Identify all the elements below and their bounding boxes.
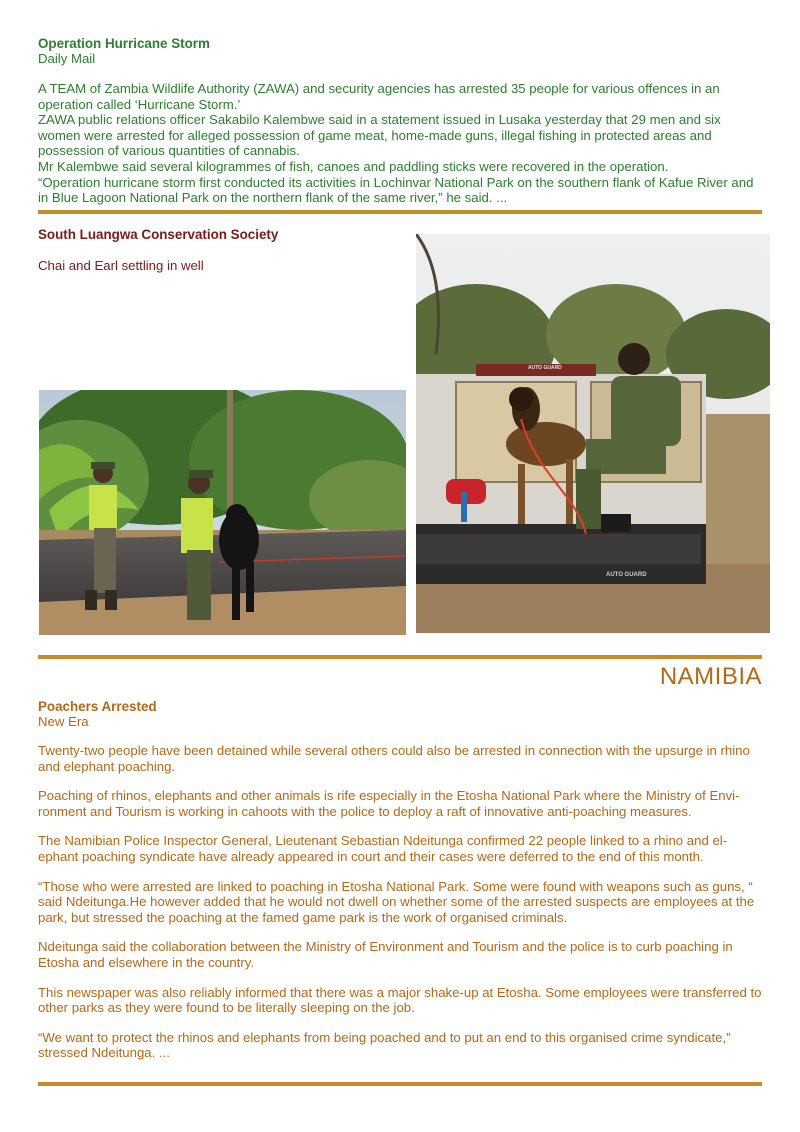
article-paragraph: “We want to protect the rhinos and elephants from being poached and to put an end to this organised crime syndicate,” stressed Ndeitunga. ... bbox=[38, 1029, 731, 1061]
vehicle-label: AUTO GUARD bbox=[606, 572, 647, 578]
ranger-dog-road-photo bbox=[39, 390, 406, 635]
ranger-dog-truck-photo bbox=[416, 234, 770, 633]
article-paragraph: Ndeitunga said the collaboration between the Ministry of Environment and Tourism and the police is to curb poaching in Etosha and elsewhere in the country. bbox=[38, 939, 733, 970]
article-title: South Luangwa Conservation Society bbox=[38, 227, 279, 242]
article-paragraph: “Those who were arrested are linked to poaching in Etosha National Park. Some were found with weapons such as guns, “ said Ndeitunga.He however added that he would not dwell on whether some of the arrested suspects are employees at the park, but stressed the poaching at the famed game park is the work of organised criminals. bbox=[38, 878, 755, 925]
article-paragraph: The Namibian Police Inspector General, Lieutenant Sebastian Ndeitunga confirmed 22 people linked to a rhino and el-ephant poaching syndicate have already appeared in court and their cases were deferred to the end of this month. bbox=[38, 833, 728, 864]
section-heading: NAMIBIA bbox=[659, 663, 762, 690]
article-paragraph: This newspaper was also reliably informed that there was a major shake-up at Etosha. Some employees were transferred to other parks as they were found to be literally sleeping on the job. bbox=[38, 984, 762, 1016]
article-source: New Era bbox=[38, 714, 89, 729]
article-paragraph: Twenty-two people have been detained while several others could also be arrested in connection with the upsurge in rhino and elephant poaching. bbox=[38, 743, 750, 774]
article-paragraph: ZAWA public relations officer Sakabilo Kalembwe said in a statement issued in Lusaka yesterday that 29 men and six women were arrested for alleged possession of game meat, home-made guns, illegal fishing in protected areas and possession of various quantities of cannabis. bbox=[38, 112, 721, 159]
article-body bbox=[38, 81, 764, 206]
article-subtitle: Chai and Earl settling in well bbox=[38, 258, 204, 273]
vehicle-label: AUTO GUARD bbox=[528, 365, 562, 371]
article-paragraph: “Operation hurricane storm first conducted its activities in Lochinvar National Park on the southern flank of Kafue River and in Blue Lagoon National Park on the northern flank of the same river,” he said. ... bbox=[38, 174, 754, 206]
article-paragraph: Mr Kalembwe said several kilogrammes of fish, canoes and paddling sticks were recovered in the operation. bbox=[38, 158, 669, 174]
article-body bbox=[38, 743, 764, 1061]
article-source: Daily Mail bbox=[38, 51, 96, 66]
article-title: Poachers Arrested bbox=[38, 699, 157, 714]
section-divider bbox=[38, 1082, 762, 1086]
article-title: Operation Hurricane Storm bbox=[38, 36, 210, 51]
section-divider bbox=[38, 655, 762, 659]
article-paragraph: A TEAM of Zambia Wildlife Authority (ZAWA) and security agencies has arrested 35 people for various offences in an operation called ‘Hurricane Storm.’ bbox=[38, 81, 720, 112]
section-divider bbox=[38, 210, 762, 214]
article-paragraph: Poaching of rhinos, elephants and other animals is rife especially in the Etosha National Park where the Ministry of Envi-ronment and Tourism is working in cahoots with the police to deploy a raft of innovative anti-poaching measures. bbox=[38, 788, 740, 819]
